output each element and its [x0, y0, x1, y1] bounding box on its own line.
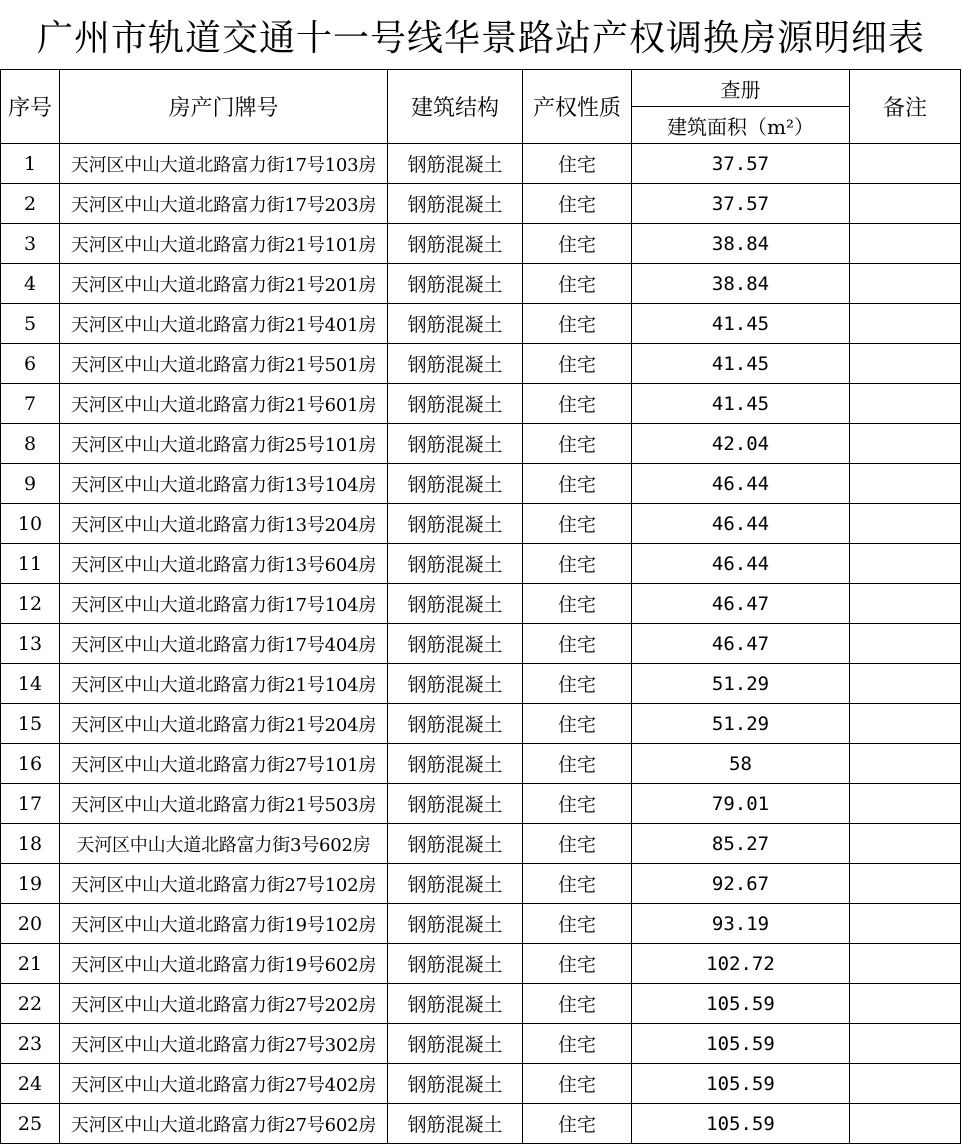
row-area: 92.67: [632, 864, 850, 904]
row-structure: 钢筋混凝土: [388, 224, 523, 264]
row-property-type: 住宅: [523, 744, 632, 784]
row-area: 58: [632, 744, 850, 784]
row-structure: 钢筋混凝土: [388, 1104, 523, 1144]
row-area: 102.72: [632, 944, 850, 984]
row-index: 3: [1, 224, 60, 264]
row-address: 天河区中山大道北路富力街21号503房: [60, 784, 388, 824]
row-property-type: 住宅: [523, 264, 632, 304]
row-index: 19: [1, 864, 60, 904]
row-address: 天河区中山大道北路富力街27号402房: [60, 1064, 388, 1104]
row-address: 天河区中山大道北路富力街17号404房: [60, 624, 388, 664]
row-area: 51.29: [632, 704, 850, 744]
row-structure: 钢筋混凝土: [388, 984, 523, 1024]
row-note: [850, 624, 961, 664]
row-structure: 钢筋混凝土: [388, 584, 523, 624]
table-row: [1, 424, 961, 464]
row-structure: 钢筋混凝土: [388, 304, 523, 344]
row-index: 15: [1, 704, 60, 744]
row-structure: 钢筋混凝土: [388, 624, 523, 664]
row-index: 5: [1, 304, 60, 344]
row-area: 46.44: [632, 544, 850, 584]
row-index: 13: [1, 624, 60, 664]
row-structure: 钢筋混凝土: [388, 1024, 523, 1064]
table-row: [1, 784, 961, 824]
header-structure: 建筑结构: [388, 70, 523, 144]
row-note: [850, 824, 961, 864]
row-note: [850, 904, 961, 944]
row-property-type: 住宅: [523, 1104, 632, 1144]
row-address: 天河区中山大道北路富力街19号602房: [60, 944, 388, 984]
row-index: 4: [1, 264, 60, 304]
header-property-type: 产权性质: [523, 70, 632, 144]
row-index: 1: [1, 144, 60, 184]
table-row: [1, 224, 961, 264]
row-address: 天河区中山大道北路富力街17号104房: [60, 584, 388, 624]
table-header: [1, 70, 961, 144]
row-property-type: 住宅: [523, 784, 632, 824]
row-note: [850, 864, 961, 904]
row-area: 51.29: [632, 664, 850, 704]
row-structure: 钢筋混凝土: [388, 464, 523, 504]
row-area: 46.47: [632, 584, 850, 624]
row-note: [850, 424, 961, 464]
table-row: [1, 584, 961, 624]
row-property-type: 住宅: [523, 704, 632, 744]
row-property-type: 住宅: [523, 1024, 632, 1064]
row-address: 天河区中山大道北路富力街21号501房: [60, 344, 388, 384]
table-row: [1, 664, 961, 704]
page-title: 广州市轨道交通十一号线华景路站产权调换房源明细表: [36, 18, 925, 59]
row-note: [850, 984, 961, 1024]
row-address: 天河区中山大道北路富力街21号204房: [60, 704, 388, 744]
row-note: [850, 944, 961, 984]
row-index: 14: [1, 664, 60, 704]
row-property-type: 住宅: [523, 1064, 632, 1104]
row-area: 46.44: [632, 504, 850, 544]
row-index: 21: [1, 944, 60, 984]
table-row: [1, 904, 961, 944]
row-index: 6: [1, 344, 60, 384]
row-structure: 钢筋混凝土: [388, 504, 523, 544]
row-property-type: 住宅: [523, 864, 632, 904]
row-index: 11: [1, 544, 60, 584]
table-row: [1, 864, 961, 904]
row-index: 18: [1, 824, 60, 864]
row-structure: 钢筋混凝土: [388, 424, 523, 464]
table-row: [1, 984, 961, 1024]
table-row: [1, 144, 961, 184]
row-structure: 钢筋混凝土: [388, 944, 523, 984]
row-property-type: 住宅: [523, 904, 632, 944]
row-note: [850, 384, 961, 424]
row-area: 41.45: [632, 304, 850, 344]
row-property-type: 住宅: [523, 544, 632, 584]
header-index: 序号: [1, 70, 60, 144]
row-property-type: 住宅: [523, 944, 632, 984]
row-structure: 钢筋混凝土: [388, 384, 523, 424]
table-row: [1, 504, 961, 544]
row-note: [850, 344, 961, 384]
header-area: 建筑面积（m²）: [632, 107, 850, 144]
row-address: 天河区中山大道北路富力街27号102房: [60, 864, 388, 904]
row-address: 天河区中山大道北路富力街19号102房: [60, 904, 388, 944]
row-address: 天河区中山大道北路富力街17号203房: [60, 184, 388, 224]
row-address: 天河区中山大道北路富力街13号604房: [60, 544, 388, 584]
row-note: [850, 504, 961, 544]
row-address: 天河区中山大道北路富力街27号602房: [60, 1104, 388, 1144]
table-row: [1, 464, 961, 504]
row-area: 42.04: [632, 424, 850, 464]
row-property-type: 住宅: [523, 464, 632, 504]
row-note: [850, 1104, 961, 1144]
table-row: [1, 824, 961, 864]
row-address: 天河区中山大道北路富力街25号101房: [60, 424, 388, 464]
table-row: [1, 704, 961, 744]
row-structure: 钢筋混凝土: [388, 184, 523, 224]
row-structure: 钢筋混凝土: [388, 824, 523, 864]
row-note: [850, 584, 961, 624]
row-note: [850, 664, 961, 704]
row-index: 7: [1, 384, 60, 424]
table-row: [1, 384, 961, 424]
row-note: [850, 1024, 961, 1064]
header-note: 备注: [850, 70, 961, 144]
header-address: 房产门牌号: [60, 70, 388, 144]
row-area: 37.57: [632, 144, 850, 184]
table-row: [1, 1024, 961, 1064]
table-row: [1, 944, 961, 984]
row-index: 17: [1, 784, 60, 824]
row-note: [850, 1064, 961, 1104]
table-row: [1, 744, 961, 784]
row-address: 天河区中山大道北路富力街21号201房: [60, 264, 388, 304]
row-note: [850, 464, 961, 504]
row-area: 38.84: [632, 224, 850, 264]
table-row: [1, 624, 961, 664]
table-body: [1, 144, 961, 1144]
table-row: [1, 304, 961, 344]
row-area: 105.59: [632, 1064, 850, 1104]
table-row: [1, 344, 961, 384]
row-property-type: 住宅: [523, 384, 632, 424]
row-index: 8: [1, 424, 60, 464]
row-property-type: 住宅: [523, 584, 632, 624]
row-note: [850, 224, 961, 264]
row-property-type: 住宅: [523, 184, 632, 224]
row-area: 38.84: [632, 264, 850, 304]
row-index: 16: [1, 744, 60, 784]
row-address: 天河区中山大道北路富力街21号101房: [60, 224, 388, 264]
row-note: [850, 184, 961, 224]
row-structure: 钢筋混凝土: [388, 144, 523, 184]
row-structure: 钢筋混凝土: [388, 344, 523, 384]
row-area: 105.59: [632, 1024, 850, 1064]
row-index: 12: [1, 584, 60, 624]
row-index: 9: [1, 464, 60, 504]
row-structure: 钢筋混凝土: [388, 704, 523, 744]
row-note: [850, 304, 961, 344]
row-property-type: 住宅: [523, 344, 632, 384]
row-address: 天河区中山大道北路富力街13号204房: [60, 504, 388, 544]
row-address: 天河区中山大道北路富力街3号602房: [60, 824, 388, 864]
row-address: 天河区中山大道北路富力街17号103房: [60, 144, 388, 184]
row-index: 2: [1, 184, 60, 224]
row-address: 天河区中山大道北路富力街21号401房: [60, 304, 388, 344]
row-area: 79.01: [632, 784, 850, 824]
row-structure: 钢筋混凝土: [388, 264, 523, 304]
row-property-type: 住宅: [523, 664, 632, 704]
row-area: 46.44: [632, 464, 850, 504]
row-note: [850, 744, 961, 784]
row-note: [850, 784, 961, 824]
row-area: 93.19: [632, 904, 850, 944]
row-property-type: 住宅: [523, 824, 632, 864]
row-address: 天河区中山大道北路富力街21号104房: [60, 664, 388, 704]
row-index: 24: [1, 1064, 60, 1104]
table-row: [1, 184, 961, 224]
row-structure: 钢筋混凝土: [388, 664, 523, 704]
row-structure: 钢筋混凝土: [388, 744, 523, 784]
row-note: [850, 704, 961, 744]
row-property-type: 住宅: [523, 984, 632, 1024]
header-register: 查册: [632, 70, 850, 107]
row-property-type: 住宅: [523, 504, 632, 544]
row-address: 天河区中山大道北路富力街13号104房: [60, 464, 388, 504]
row-address: 天河区中山大道北路富力街27号101房: [60, 744, 388, 784]
row-area: 41.45: [632, 344, 850, 384]
row-property-type: 住宅: [523, 144, 632, 184]
table-row: [1, 1104, 961, 1144]
row-note: [850, 144, 961, 184]
row-area: 37.57: [632, 184, 850, 224]
row-area: 46.47: [632, 624, 850, 664]
row-property-type: 住宅: [523, 424, 632, 464]
row-area: 85.27: [632, 824, 850, 864]
row-index: 20: [1, 904, 60, 944]
row-structure: 钢筋混凝土: [388, 784, 523, 824]
row-structure: 钢筋混凝土: [388, 904, 523, 944]
row-area: 41.45: [632, 384, 850, 424]
row-property-type: 住宅: [523, 624, 632, 664]
row-structure: 钢筋混凝土: [388, 544, 523, 584]
row-index: 25: [1, 1104, 60, 1144]
row-property-type: 住宅: [523, 224, 632, 264]
table-row: [1, 264, 961, 304]
row-address: 天河区中山大道北路富力街27号302房: [60, 1024, 388, 1064]
housing-table: [0, 69, 961, 1144]
row-area: 105.59: [632, 984, 850, 1024]
row-index: 10: [1, 504, 60, 544]
row-structure: 钢筋混凝土: [388, 1064, 523, 1104]
row-index: 23: [1, 1024, 60, 1064]
row-structure: 钢筋混凝土: [388, 864, 523, 904]
row-property-type: 住宅: [523, 304, 632, 344]
table-row: [1, 1064, 961, 1104]
row-note: [850, 544, 961, 584]
table-row: [1, 544, 961, 584]
row-address: 天河区中山大道北路富力街27号202房: [60, 984, 388, 1024]
row-note: [850, 264, 961, 304]
row-index: 22: [1, 984, 60, 1024]
row-address: 天河区中山大道北路富力街21号601房: [60, 384, 388, 424]
row-area: 105.59: [632, 1104, 850, 1144]
